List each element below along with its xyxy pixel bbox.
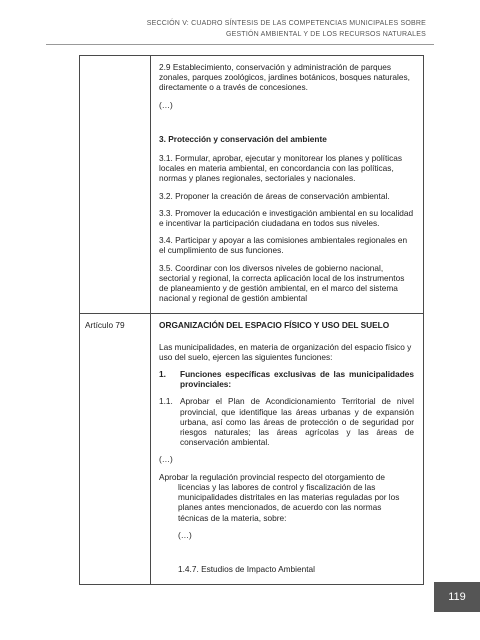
section-heading-3: 3. Protección y conservación del ambiente <box>159 133 327 144</box>
header-divider <box>46 44 434 45</box>
item-text: Aprobar el Plan de Acondicionamiento Territorial de nivel provincial, que identifique las áreas urbanas y de expansión urbana, así como las áreas de protección o de seguridad por riesgos naturales; las áreas agrícolas y las áreas de conservación ambiental. <box>180 396 414 448</box>
header-line-1: SECCIÓN V: CUADRO SÍNTESIS DE LAS COMPETENCIAS MUNICIPALES SOBRE <box>146 20 426 27</box>
ellipsis: (…) <box>159 454 173 465</box>
paragraph-3-4: 3.4. Participar y apoyar a las comisiones ambientales regionales en el cumplimiento de sus funciones. <box>159 235 408 256</box>
table-row <box>80 56 424 314</box>
label-cell-empty <box>80 56 151 314</box>
content-cell <box>151 56 424 314</box>
ellipsis: (…) <box>159 99 173 110</box>
paragraph-3-3: 3.3. Promover la educación e investigación ambiental en su localidad e incentivar la participación ciudadana en todos sus niveles. <box>159 207 414 229</box>
article-label: Artículo 79 <box>80 314 151 585</box>
item-text: Funciones específicas exclusivas de las municipalidades provinciales: <box>180 369 414 390</box>
item-number: 1.1. <box>159 396 173 407</box>
paragraph-3-1: 3.1. Formular, aprobar, ejecutar y monitorear los planes y políticas locales en materia ambiental, en concordancia con las políticas, normas y planes regionales, sectoriales y nacionales. <box>159 153 403 184</box>
header-line-2: GESTIÓN AMBIENTAL Y DE LOS RECURSOS NATURALES <box>226 31 426 38</box>
paragraph-2-9: 2.9 Establecimiento, conservación y administración de parques zonales, parques zoológicos, jardines botánicos, bosques naturales, directamente o a través de concesiones. <box>159 62 410 93</box>
page-number: 119 <box>434 582 480 612</box>
numbered-heading-1 <box>159 369 414 389</box>
ellipsis: (…) <box>178 529 192 540</box>
running-header <box>147 18 426 40</box>
paragraph-approve-regulation: Aprobar la regulación provincial respecto del otorgamiento de licencias y las labores de control y fiscalización de las municipalidades distritales en las materias reguladas por los planes antes mencionados, de acuerdo con las normas técnicas de la materia, sobre: <box>159 471 400 523</box>
paragraph-intro: Las municipalidades, en materia de organización del espacio físico y uso del suelo, ejercen las siguientes funciones: <box>159 341 412 362</box>
paragraph-3-5: 3.5. Coordinar con los diversos niveles de gobierno nacional, sectorial y regional, la correcta aplicación local de los instrumentos de planeamiento y de gestión ambiental, en el marco del sistema nacional y regional de gestión ambiental <box>159 262 405 304</box>
table-row <box>80 314 424 585</box>
article-heading: ORGANIZACIÓN DEL ESPACIO FÍSICO Y USO DEL SUELO <box>159 320 390 331</box>
item-number: 1. <box>159 369 166 380</box>
paragraph-1-4-7: 1.4.7. Estudios de Impacto Ambiental <box>178 563 315 574</box>
content-cell <box>151 314 424 585</box>
paragraph-3-2: 3.2. Proponer la creación de áreas de conservación ambiental. <box>159 190 390 201</box>
numbered-item-1-1 <box>159 396 414 454</box>
competences-table <box>79 55 424 585</box>
